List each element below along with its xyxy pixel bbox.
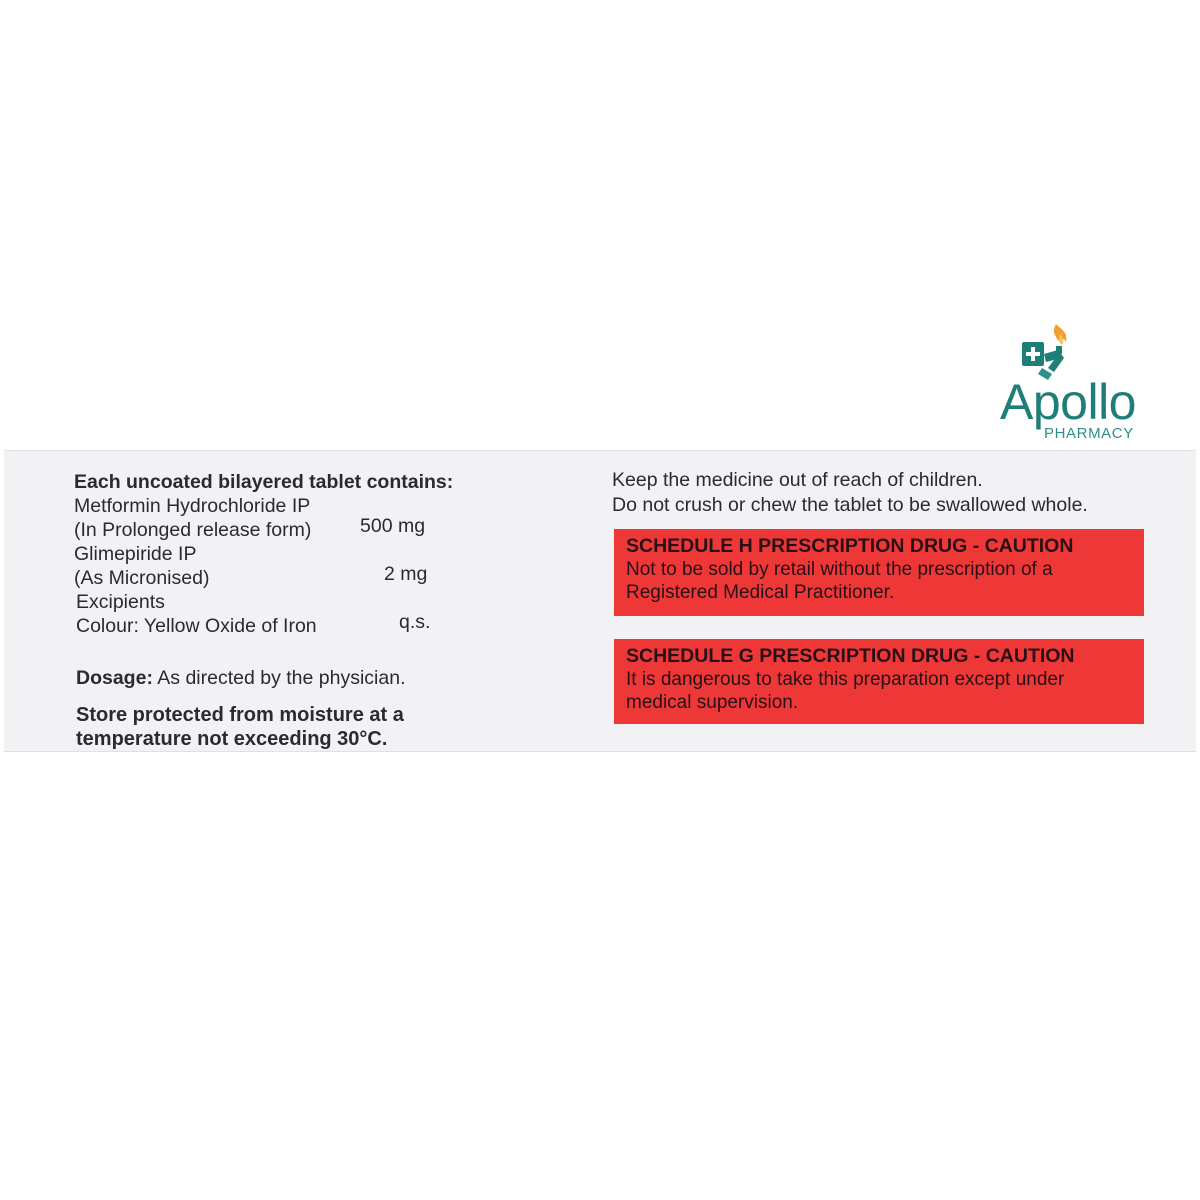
label-panel <box>4 450 1196 752</box>
dosage-label: Dosage: <box>76 667 153 689</box>
warning-text: It is dangerous to take this preparation except under <box>626 669 1065 690</box>
apollo-pharmacy-logo <box>998 322 1178 446</box>
schedule-h-warning <box>614 529 1144 616</box>
composition-row <box>76 615 317 639</box>
ingredient-note: (In Prolonged release form) <box>74 519 312 541</box>
composition-row <box>74 495 310 519</box>
ingredient-name: Excipients <box>76 591 165 613</box>
ingredient-note: (As Micronised) <box>74 567 210 589</box>
storage-line: temperature not exceeding 30°C. <box>76 728 388 750</box>
warning-title: SCHEDULE H PRESCRIPTION DRUG - CAUTION <box>626 535 1074 557</box>
warning-title: SCHEDULE G PRESCRIPTION DRUG - CAUTION <box>626 645 1075 667</box>
dosage-value: As directed by the physician. <box>152 667 406 689</box>
composition-heading: Each uncoated bilayered tablet contains: <box>74 471 454 493</box>
instruction-line: Keep the medicine out of reach of children. <box>612 469 983 491</box>
composition-row <box>74 519 311 543</box>
brand-tagline: PHARMACY <box>1044 425 1134 442</box>
composition-row <box>76 591 165 615</box>
ingredient-name: Colour: Yellow Oxide of Iron <box>76 615 317 637</box>
ingredient-amount: 500 mg <box>360 515 426 537</box>
composition-row <box>74 543 196 567</box>
ingredient-name: Glimepiride IP <box>74 543 197 565</box>
dosage-text <box>76 667 406 691</box>
warning-text: Registered Medical Practitioner. <box>626 582 895 603</box>
warning-text: Not to be sold by retail without the prescription of a <box>626 559 1053 580</box>
schedule-g-warning <box>614 639 1144 724</box>
ingredient-name: Metformin Hydrochloride IP <box>74 495 311 517</box>
ingredient-amount: 2 mg <box>384 563 428 585</box>
brand-name: Apollo <box>1000 374 1136 430</box>
ingredient-amount: q.s. <box>399 611 431 633</box>
warning-text: medical supervision. <box>626 692 799 713</box>
composition-row <box>74 567 209 591</box>
instruction-line: Do not crush or chew the tablet to be swallowed whole. <box>612 494 1088 516</box>
storage-instructions <box>76 703 404 751</box>
storage-line: Store protected from moisture at a <box>76 704 404 726</box>
